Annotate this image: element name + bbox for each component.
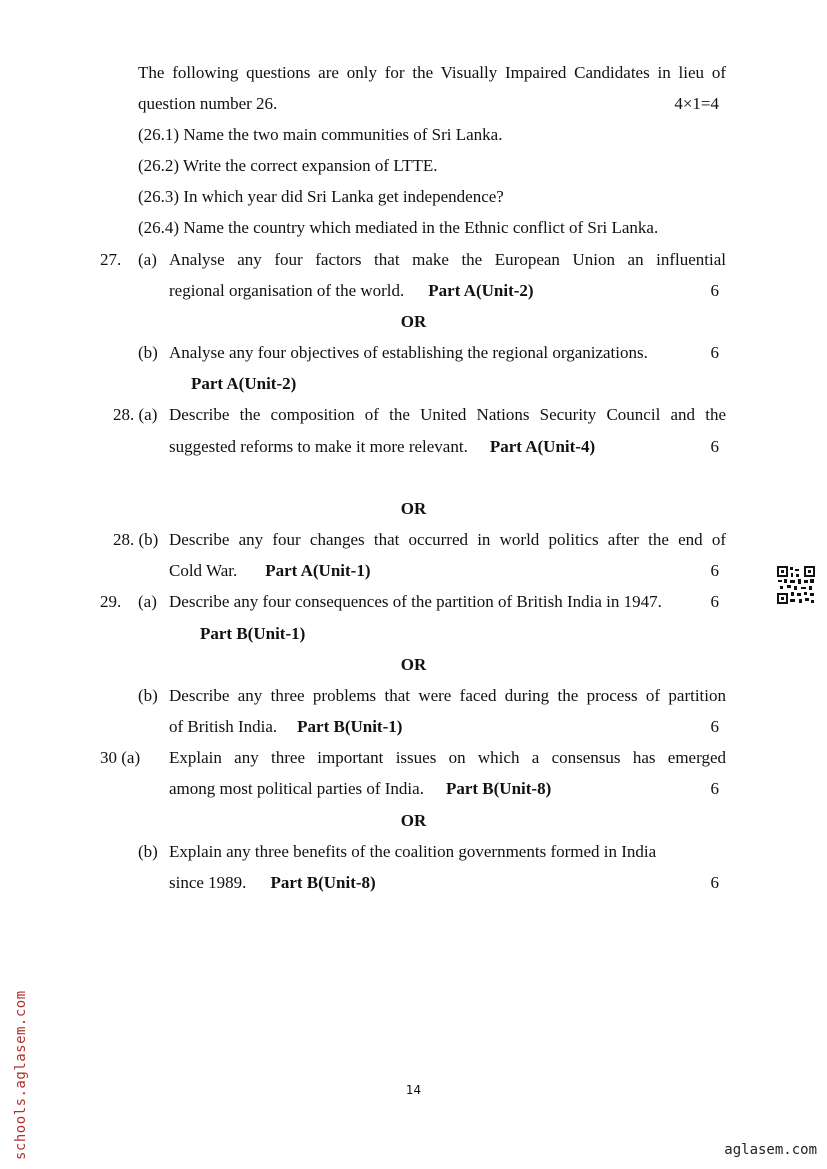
q30-a-line2: among most political parties of India. Part B(Unit-8) (169, 779, 552, 798)
q29-or: OR (400, 655, 427, 674)
q27-or: OR (400, 312, 427, 331)
q28b-line2: Cold War. Part A(Unit-1) (169, 561, 371, 580)
page-number: 14 (405, 1083, 422, 1097)
q27-b-marks: 6 (710, 343, 719, 362)
q27-b-label: (b) (138, 343, 158, 362)
q29-b-line2: of British India. Part B(Unit-1) (169, 717, 403, 736)
q29-b-line1: Describe any three problems that were faced during the process of partition (169, 686, 726, 705)
q28a-line2: suggested reforms to make it more relevant. Part A(Unit-4) (169, 437, 596, 456)
vi-intro-marks: 4×1=4 (674, 94, 719, 113)
q27-a-line2: regional organisation of the world. Part A(Unit-2) (169, 281, 534, 300)
q28a-number: 28. (a) (113, 405, 158, 424)
q30-b-marks: 6 (710, 873, 719, 892)
q30-a-line1: Explain any three important issues on which a consensus has emerged (169, 748, 726, 767)
q28b-ref: Part A(Unit-1) (265, 561, 371, 580)
q28a-ref: Part A(Unit-4) (489, 437, 596, 456)
q30-b-label: (b) (138, 842, 158, 861)
qr-code-icon (776, 565, 816, 605)
q28b-number: 28. (b) (113, 530, 159, 549)
q29-b-label: (b) (138, 686, 158, 705)
watermark-side: schools.aglasem.com (13, 990, 29, 1160)
vi-question-2: (26.2) Write the correct expansion of LTTE. (138, 156, 438, 175)
q28-or: OR (400, 499, 427, 518)
q28b-line1: Describe any four changes that occurred in world politics after the end of (169, 530, 726, 549)
q28b-marks: 6 (710, 561, 719, 580)
q30-or: OR (400, 811, 427, 830)
vi-question-3: (26.3) In which year did Sri Lanka get independence? (138, 187, 504, 206)
vi-intro-line1: The following questions are only for the Visually Impaired Candidates in lieu of (138, 63, 726, 82)
q30-number: 30 (a) (100, 748, 141, 767)
q29-a-marks: 6 (710, 592, 719, 611)
q29-number: 29. (100, 592, 122, 611)
q30-a-ref: Part B(Unit-8) (445, 779, 552, 798)
q27-a-label: (a) (138, 250, 157, 269)
q30-b-ref: Part B(Unit-8) (270, 873, 376, 892)
q27-a-ref: Part A(Unit-2) (428, 281, 534, 300)
q30-a-marks: 6 (710, 779, 719, 798)
q30-b-line1: Explain any three benefits of the coalition governments formed in India (169, 842, 657, 861)
q27-b-ref: Part A(Unit-2) (191, 374, 297, 393)
q30-b-line2: since 1989. Part B(Unit-8) (169, 873, 376, 892)
watermark-footer: aglasem.com (724, 1142, 817, 1158)
q28a-marks: 6 (710, 437, 719, 456)
q27-a-marks: 6 (710, 281, 719, 300)
q27-number: 27. (100, 250, 122, 269)
vi-question-4: (26.4) Name the country which mediated in the Ethnic conflict of Sri Lanka. (138, 218, 659, 237)
q27-a-line1: Analyse any four factors that make the European Union an influential (169, 250, 726, 269)
q29-a-label: (a) (138, 592, 157, 611)
q29-a-ref: Part B(Unit-1) (200, 624, 306, 643)
q29-b-ref: Part B(Unit-1) (297, 717, 403, 736)
q27-b-line1: Analyse any four objectives of establishing the regional organizations. (169, 343, 648, 362)
q29-b-marks: 6 (710, 717, 719, 736)
q28a-line1: Describe the composition of the United Nations Security Council and the (169, 405, 726, 424)
vi-intro-line2: question number 26. (138, 94, 278, 113)
q29-a-line1: Describe any four consequences of the partition of British India in 1947. (169, 592, 662, 611)
vi-question-1: (26.1) Name the two main communities of Sri Lanka. (138, 125, 503, 144)
